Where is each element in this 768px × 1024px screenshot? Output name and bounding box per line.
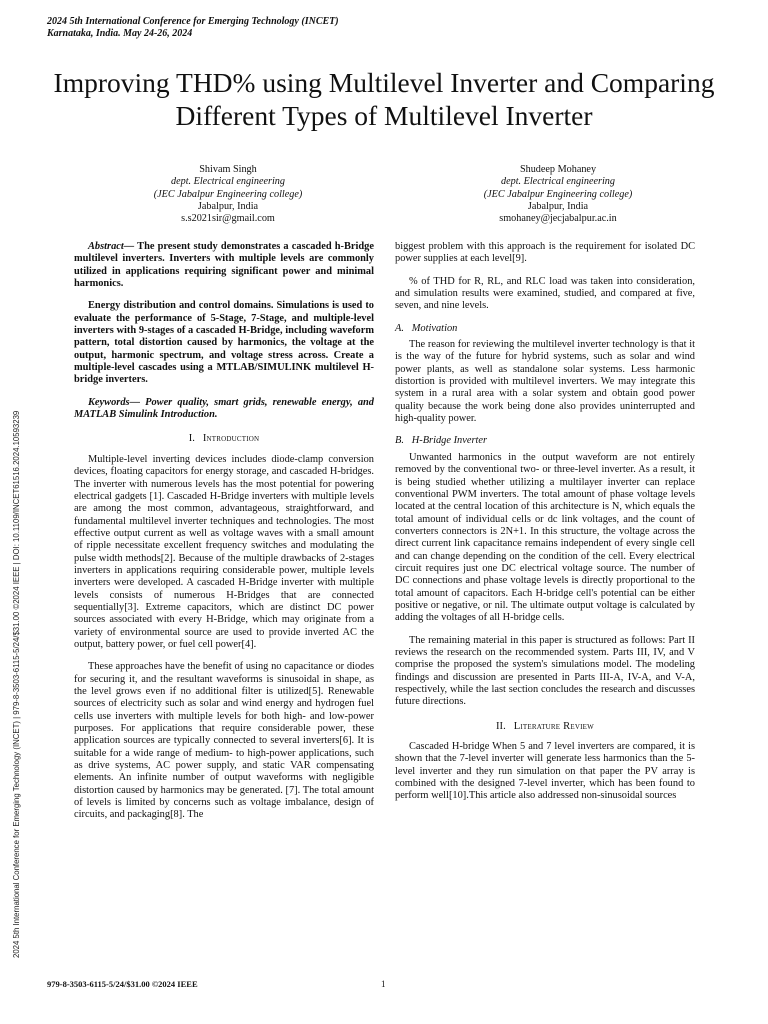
author-org: (JEC Jabalpur Engineering college)	[153, 188, 303, 200]
section-heading-literature	[395, 721, 695, 733]
author-email: smohaney@jecjabalpur.ac.in	[499, 213, 617, 225]
motivation-paragraph: The reason for reviewing the multilevel inverter technology is that it is the way of the future for hybrid systems, such as solar and wind power plants, as well as standalone solar systems. Less harmonic distortion is provided with multilevel inverters. We may integrate this system in a rural area with a solar system and obtain good power quality because the work being done also provides uninterrupted and high-quality power.	[395, 339, 695, 425]
thd-paragraph: % of THD for R, RL, and RLC load was taken into consideration, and simulation results were examined, studied, and compared at five, seven, and nine levels.	[395, 275, 695, 312]
author-dept: dept. Electrical engineering	[170, 176, 285, 188]
author-name: Shudeep Mohaney	[519, 164, 597, 175]
author-block-2	[408, 164, 708, 225]
author-dept: dept. Electrical engineering	[500, 176, 615, 188]
conference-location: Karnataka, India. May 24-26, 2024	[47, 28, 193, 39]
author-email: s.s2021sir@gmail.com	[181, 213, 275, 225]
subsection-heading-motivation	[395, 323, 695, 335]
abstract-label: Abstract—	[88, 241, 135, 252]
keywords-paragraph	[74, 397, 374, 422]
footer-isbn: 979-8-3503-6115-5/24/$31.00 ©2024 IEEE	[47, 979, 198, 989]
abstract-paragraph	[74, 241, 374, 290]
subsection-number: A.	[395, 322, 404, 334]
author-block-1	[78, 164, 378, 225]
remaining-paragraph: The remaining material in this paper is structured as follows: Part II reviews the research on the recommended system. Parts III, IV, and V comprise the proposed the system's simulations model. The modeling findings and discussion are presented in Parts III-A, IV-A, and V-A, respectively, while the last section concludes the research and discusses future directions.	[395, 634, 695, 708]
right-column	[395, 241, 695, 813]
left-column	[74, 241, 374, 832]
keywords-label: Keywords—	[88, 396, 140, 408]
doi-sidebar: 2024 5th International Conference for Emerging Technology (INCET) | 979-8-3503-6115-5/24/$31.00 ©2024 IEEE | DOI: 10.1109/INCET61516.2024.10593239	[12, 410, 21, 958]
section-title: Literature Review	[513, 720, 594, 732]
conference-name: 2024 5th International Conference for Emerging Technology (INCET)	[47, 16, 339, 27]
intro-paragraph-2: These approaches have the benefit of using no capacitance or diodes for securing it, and the resultant waveforms is sinusoidal in shape, as the level grows even if no additional filter is utilized[5]. Renewable sources of electricity such as solar and wind energy and hydrogen fuel cells use inverters with multiple levels for both high- and low-power purposes. For applications that require considerable power, these application sources are typically connected to several inverters[6]. It is suitable for a wide range of medium- to high-power applications, such as drive systems, AC power supply, and static VAR compensating elements. An infinite number of output waveforms with negligible distortion caused by harmonics may be generated. [7]. The total amount of levels is limited by concerns such as voltage imbalance, design of circuits, and packaging[8]. The	[74, 661, 374, 821]
author-city: Jabalpur, India	[197, 200, 259, 212]
section-number: II.	[496, 720, 506, 732]
abstract-text-1: The present study demonstrates a cascaded h-Bridge multilevel inverters. Inverters with multiple levels are commonly utilized in applications requiring significant power and minimal harmonics.	[74, 241, 374, 290]
conference-header	[47, 16, 339, 40]
continued-paragraph: biggest problem with this approach is the requirement for isolated DC power supplies at each level[9].	[395, 241, 695, 265]
keywords-text: Power quality, smart grids, renewable energy, and MATLAB Simulink Introduction.	[74, 396, 374, 421]
author-city: Jabalpur, India	[527, 200, 589, 212]
hbridge-paragraph: Unwanted harmonics in the output waveform are not entirely removed by the conventional two- or three-level inverter. As a result, it is being studied whether utilizing a multilayer inverter can replace conventional PWM inverters. The total amount of phase voltage levels located at the central location of this architecture is N, which equals the total amount of individual cells or dc link voltages, and the count of converters connectors is 2N+1. In this structure, the voltage across the direct current link capacitance remains independent of every single cell and can change depending on the condition of the cell. Every electrical circuit requires just one DC electrical voltage source. The number of DC connections and phase voltage levels is directly proportional to the total amount of capacitors. Each H-bridge cell's potential can be either positive or negative, or nil. The ultimate output voltage is calculated by adding the voltages of all H-bridge cells.	[395, 451, 695, 624]
subsection-number: B.	[395, 435, 404, 447]
subsection-title: Motivation	[411, 322, 458, 334]
abstract-text-2: Energy distribution and control domains. Simulations is used to evaluate the performance of 5-Stage, 7-Stage, and multiple-level inverters with 9-stages of a cascaded H-Bridge, including waveform pattern, total distortion caused by harmonics, the voltage at the output, harmonic spectrum, and voltage stress across. Create a multiple-level cascades using a MTLAB/SIMULINK multilevel H-bridge inverters.	[74, 300, 374, 386]
page-number: 1	[381, 979, 386, 989]
literature-paragraph: Cascaded H-bridge When 5 and 7 level inverters are compared, it is shown that the 7-level inverter will generate less harmonics than the 5-level inverter and they run simulation on that paper the PV array is combined with the designed 7-level inverter, which has been found to perform well[10].This article also addressed non-sinusoidal sources	[395, 741, 695, 802]
section-heading-introduction	[74, 433, 374, 445]
subsection-title: H-Bridge Inverter	[411, 435, 488, 447]
paper-title: Improving THD% using Multilevel Inverter and Comparing Different Types of Multilevel Inverter	[53, 67, 715, 131]
author-org: (JEC Jabalpur Engineering college)	[483, 188, 633, 200]
subsection-heading-hbridge	[395, 435, 695, 447]
section-number: I.	[188, 433, 195, 445]
author-name: Shivam Singh	[199, 164, 257, 175]
intro-paragraph-1: Multiple-level inverting devices includes diode-clamp conversion devices, floating capacitors for energy storage, and cascaded H-bridges. The inverter with numerous levels has the most potential for powering electrical gadgets [1]. Cascaded H-Bridge inverters with multiple levels are among the most common, advantageous, straightforward, and fundamental multilevel inverter techniques and technologies. The most effective output current as well as voltage waves with a small amount of ripple necessitate excellent frequency switches and modulating the pulse width methods[2]. Because of the multiple drawbacks of 2-stages inverters in applications requiring considerable power, multiple levels inverters were developed. A cascaded H-Bridge inverter with multiple levels consists of numerous H-Bridges that are connected sequentially[3]. Extreme capacitors, which are distinct DC power sources associated with every H-Bridge, which may originate from a variety of environmental source are used to provide inverted AC the output, battery power, or fuel cell power[4].	[74, 453, 374, 650]
section-title: Introduction	[202, 433, 260, 445]
